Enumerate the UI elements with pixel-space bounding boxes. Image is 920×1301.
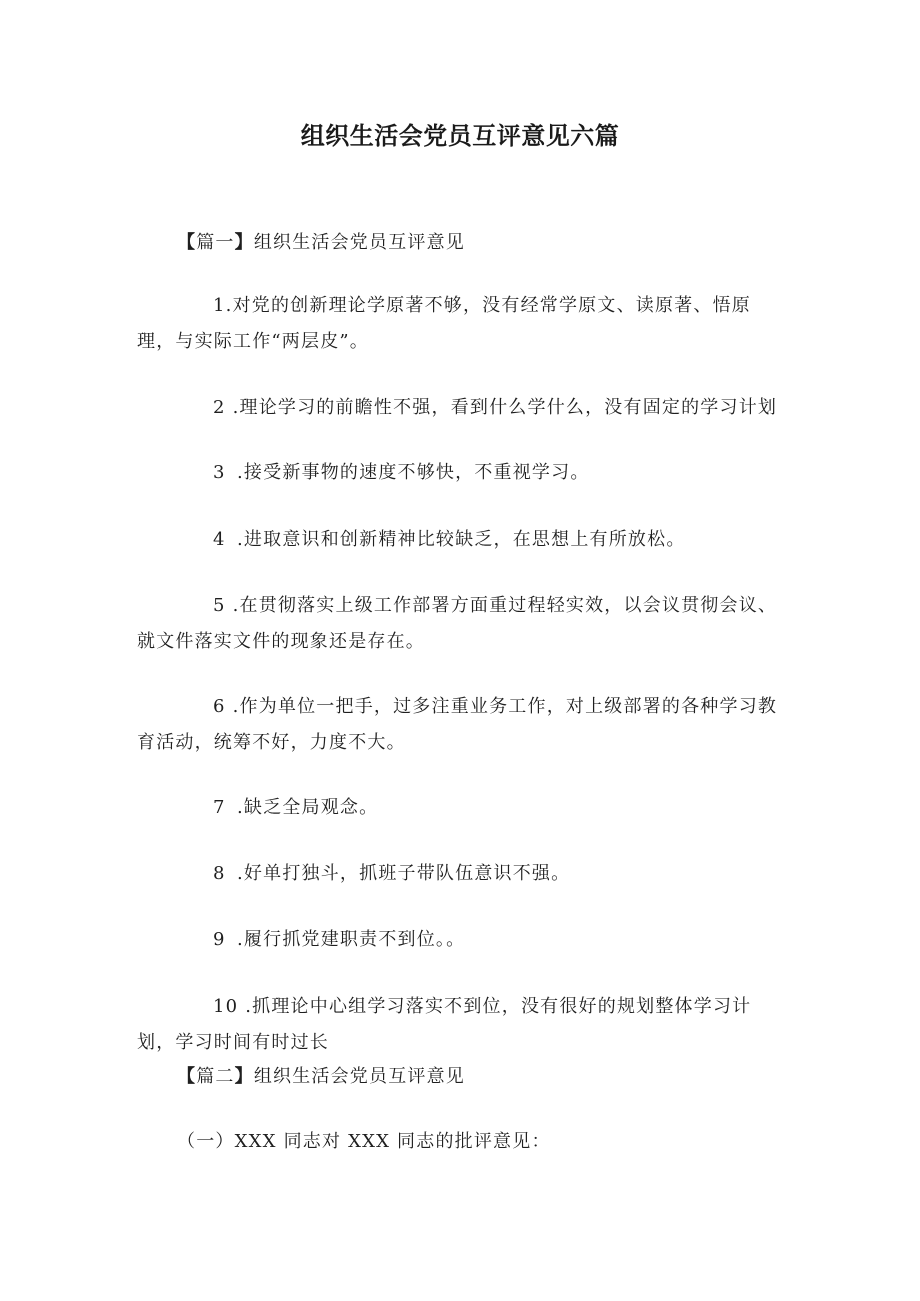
item-text: 抓理论中心组学习落实不到位，没有很好的规划整体学习计划，学习时间有时过长 [137,996,752,1053]
list-item [137,455,787,491]
section-title-text: 组织生活会党员互评意见 [253,232,466,253]
list-item [137,390,787,426]
section-bracket-close: 】 [234,232,254,253]
item-text: .进取意识和创新精神比较缺乏，在思想上有所放松。 [237,529,686,550]
item-text: 作为单位一把手，过多注重业务工作，对上级部署的各种学习教育活动，统筹不好，力度不大。 [137,696,778,753]
item-number: 7 [213,797,226,818]
list-item [137,288,787,360]
section-title-text: 组织生活会党员互评意见 [253,1066,466,1087]
list-item [137,588,787,660]
item-text: .接受新事物的速度不够快，不重视学习。 [237,462,590,483]
list-item [137,922,787,958]
section-bracket-close: 】 [234,1066,254,1087]
item-number: 9 [213,929,226,950]
item-number: 1. [213,295,233,316]
section-heading-1 [177,229,465,257]
list-item [137,689,787,761]
section-label: 篇一 [196,232,235,253]
item-number: 2 . [213,397,240,418]
item-text: .履行抓党建职责不到位。。 [237,929,466,950]
list-item [137,989,787,1061]
section-heading-2 [177,1063,465,1091]
document-title: 组织生活会党员互评意见六篇 [300,122,620,150]
item-number: 6 . [213,696,240,717]
item-number: 5 . [213,595,240,616]
list-item [137,790,787,826]
list-item [137,522,787,558]
item-text: 理论学习的前瞻性不强，看到什么学什么，没有固定的学习计划 [239,397,778,418]
item-text: 对党的创新理论学原著不够，没有经常学原文、读原著、悟原理，与实际工作“两层皮”。 [137,295,751,352]
item-number: 3 [213,462,226,483]
item-text: .好单打独斗，抓班子带队伍意识不强。 [237,863,571,884]
item-number: 4 [213,529,226,550]
item-text: .缺乏全局观念。 [237,797,379,818]
subsection-heading: （一）XXX 同志对 XXX 同志的批评意见： [177,1131,551,1152]
section-bracket-open: 【 [177,1066,197,1087]
section-bracket-open: 【 [177,232,197,253]
item-text: 在贯彻落实上级工作部署方面重过程轻实效，以会议贯彻会议、就文件落实文件的现象还是存在。 [137,595,778,652]
item-number: 8 [213,863,226,884]
list-item [137,856,787,892]
section-label: 篇二 [196,1066,235,1087]
item-number: 10 . [213,996,253,1017]
